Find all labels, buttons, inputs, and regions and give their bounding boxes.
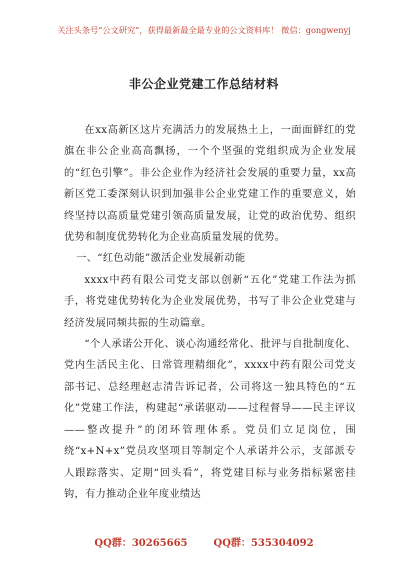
footer-contact [0, 537, 408, 551]
header-banner: 关注头条号“公文研究”，获得最新最全最专业的公文资料库！ 微信：gongwenyj [57, 25, 351, 35]
footer-qq-group-1: QQ群：30265665 [94, 538, 188, 549]
paragraph-intro: 在xx高新区这片充满活力的发展热土上，一面面鲜红的党旗在非公企业高高飘扬，一个个坚强的党组织成为企业发展的“红色引擎”。非公企业作为经济社会发展的重要力量，xx高新区党工委深刻认识到加强非公企业党建工作的重要意义，始终坚持以高质量党建引领高质量发展，让党的政治优势、组织优势和制度优势转化为企业高质量发展的优势。 [64, 125, 356, 244]
paragraph-case-detail: “个人承诺公开化、谈心沟通经常化、批评与自批制度化、党内生活民主化、日常管理精细化”，xxxx中药有限公司党支部书记、总经理赵志清告诉记者，公司将这一独具特色的“五化”党建工作法，构建起“承诺驱动——过程督导——民主评议——整改提升”的闭环管理体系。党员们立足岗位，围绕“x+N+x”党员攻坚项目等制定个人承诺并公示，支部派专人跟踪落实、定期“回头看”，将党建目标与业务指标紧密挂钩，有力推动企业年度业绩达 [64, 339, 356, 500]
document-body [64, 120, 356, 505]
document-title: 非公企业党建工作总结材料 [128, 77, 279, 91]
paragraph-case-intro: xxxx中药有限公司党支部以创新“五化”党建工作法为抓手，将党建优势转化为企业发展优势，书写了非公企业党建与经济发展同频共振的生动篇章。 [64, 274, 356, 329]
section-heading: 一、“红色动能”激活企业发展新动能 [76, 253, 246, 265]
footer-qq-group-2: QQ群：535304092 [213, 538, 314, 549]
